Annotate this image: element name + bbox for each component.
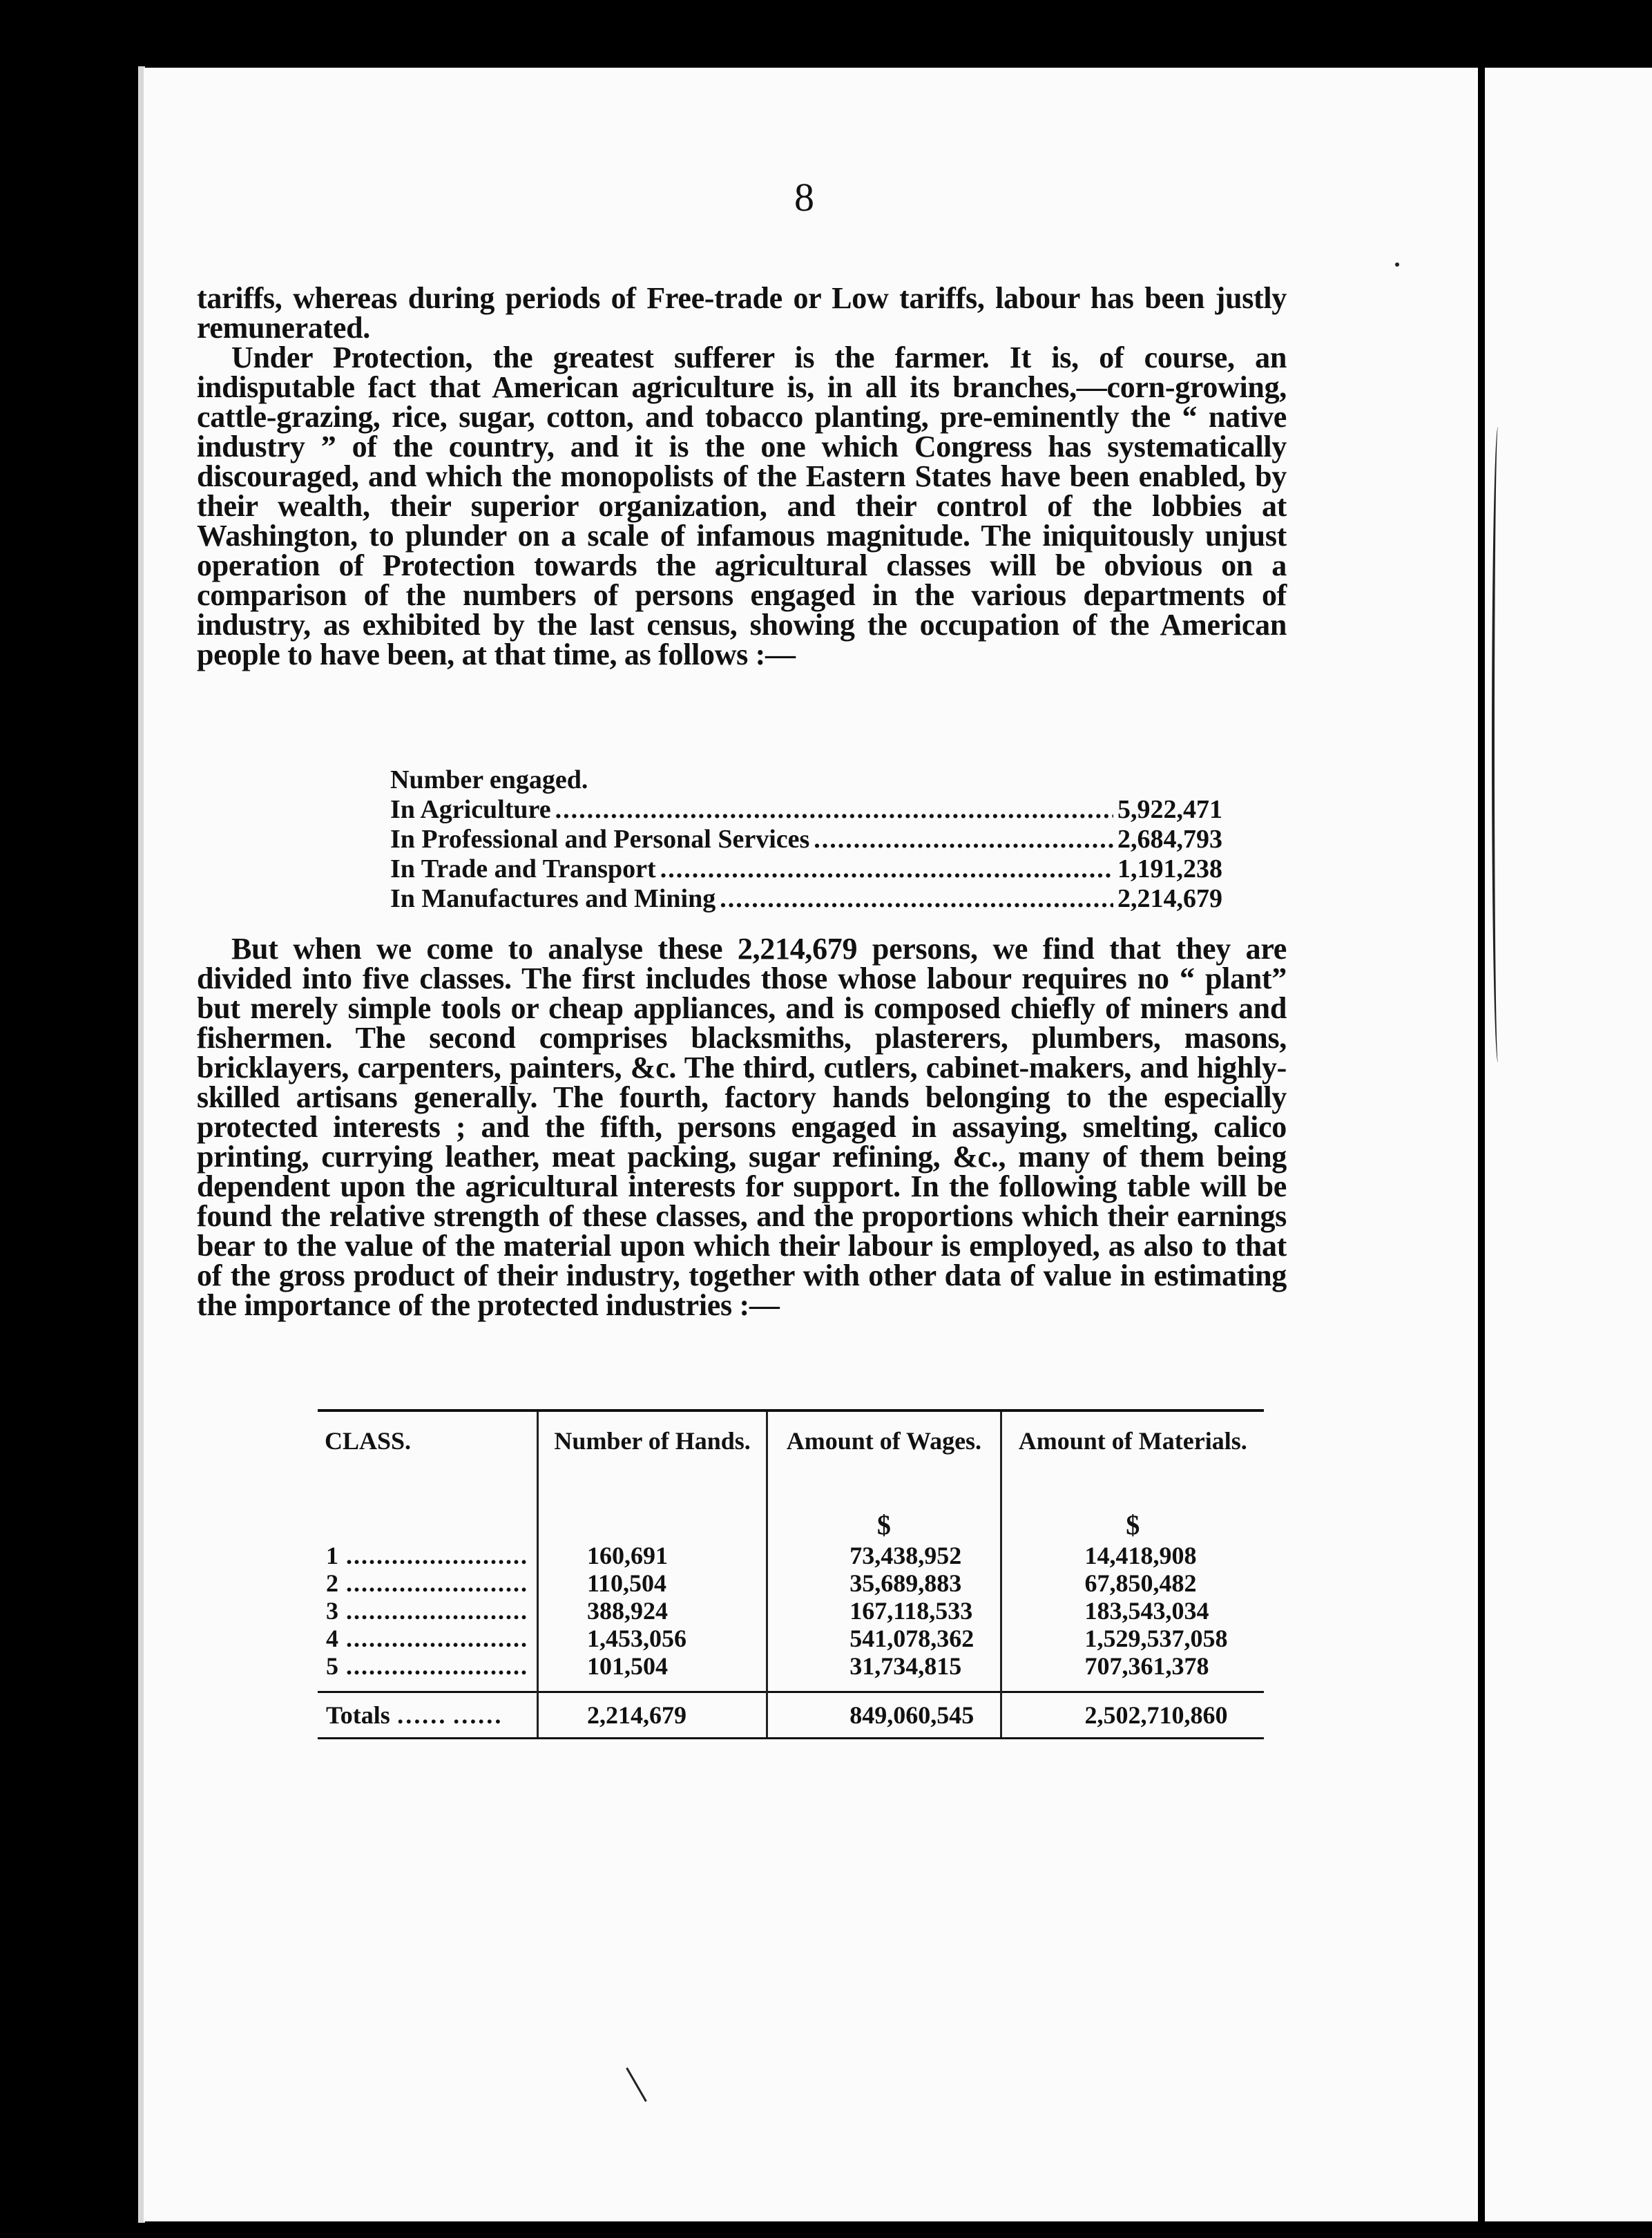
totals-wages: 849,060,545 xyxy=(767,1692,1001,1739)
hands-cell: 110,504 xyxy=(538,1569,767,1597)
paragraph-classes: But when we come to analyse these 2,214,679 persons, we find that they are divided into five classes. The first includes those whose labour requires no “ plant” but merely simple tools or cheap appliances, and is composed chiefly of miners and fishermen. The second comprises blacksmiths, plasterers, plumbers, masons, bricklayers, carpenters, painters, &c. The third, cutlers, cabinet-makers, and highly-skilled artisans generally. The fourth, factory hands belonging to the especially protected interests ; and the fifth, persons engaged in assaying, smelting, calico printing, currying leather, meat packing, sugar refining, &c., many of them being dependent upon the agricultural interests for support. In the following table will be found the relative strength of these classes, and the proportions which their earnings bear to the value of the material upon which their labour is employed, as also to that of the gross product of their industry, together with other data of value in estimating the importance of the protected industries :— xyxy=(197,932,1287,1322)
class-cell xyxy=(318,1625,538,1652)
hands-cell: 101,504 xyxy=(538,1652,767,1680)
totals-label-cell: Totals …… …… xyxy=(318,1692,538,1739)
leader-dots xyxy=(338,1542,528,1569)
occupation-value: 2,684,793 xyxy=(1117,825,1222,854)
class-number: 1 xyxy=(326,1542,338,1569)
occupation-row xyxy=(390,854,1222,884)
materials-cell: 1,529,537,058 xyxy=(1001,1625,1264,1652)
adjacent-page-edge xyxy=(1485,68,1652,2221)
hands-cell: 160,691 xyxy=(538,1542,767,1569)
materials-cell: 707,361,378 xyxy=(1001,1652,1264,1680)
class-number: 5 xyxy=(326,1652,338,1680)
table-row xyxy=(318,1597,1264,1625)
page-number: 8 xyxy=(794,175,814,220)
occupation-label: In Agriculture xyxy=(390,795,551,824)
header-class: CLASS. xyxy=(325,1427,412,1455)
occupation-row xyxy=(390,795,1222,825)
protected-industries-table xyxy=(318,1409,1264,1739)
header-wages: Amount of Wages. xyxy=(767,1412,1001,1480)
occupation-list xyxy=(390,765,1222,914)
leader-dots xyxy=(338,1597,528,1625)
hands-cell: 1,453,056 xyxy=(538,1625,767,1652)
occupation-heading: Number engaged. xyxy=(390,765,588,794)
header-hands: Number of Hands. xyxy=(538,1412,767,1480)
class-number: 2 xyxy=(326,1569,338,1597)
occupation-row xyxy=(390,884,1222,914)
paragraph-protection: Under Protection, the greatest sufferer is the farmer. It is, of course, an indisputable fact that American agriculture is, in all its branches,—corn-growing, cattle-grazing, rice, sugar, cotton, and tobacco planting, pre-eminently the “ native industry ” of the country, and it is the one which Congress has systematically discouraged, and which the monopolists of the Eastern States have been enabled, by their wealth, their superior organization, and their control of the lobbies at Washington, to plunder on a scale of infamous magnitude. The iniquitously unjust operation of Protection towards the agricultural classes will be obvious on a comparison of the numbers of persons engaged in the various departments of industry, as exhibited by the last census, showing the occupation of the American people to have been, at that time, as follows :— xyxy=(197,341,1287,671)
leader-dots xyxy=(814,825,1113,854)
wages-cell: 35,689,883 xyxy=(767,1569,1001,1597)
wages-cell: 541,078,362 xyxy=(767,1625,1001,1652)
occupation-label: In Manufactures and Mining xyxy=(390,884,716,913)
totals-row xyxy=(318,1692,1264,1739)
paragraph-continuation: tariffs, whereas during periods of Free-trade or Low tariffs, labour has been justly remunerated. xyxy=(197,281,1287,345)
speck-mark xyxy=(1395,262,1399,267)
table-row xyxy=(318,1542,1264,1569)
occupation-value: 2,214,679 xyxy=(1117,884,1222,913)
leader-dots xyxy=(660,854,1113,884)
page-curl-mark xyxy=(1492,427,1504,1062)
totals-hands: 2,214,679 xyxy=(538,1692,767,1739)
totals-label: Totals xyxy=(326,1701,390,1729)
wages-cell: 73,438,952 xyxy=(767,1542,1001,1569)
currency-row xyxy=(318,1480,1264,1542)
leader-dots xyxy=(555,795,1113,825)
class-cell xyxy=(318,1542,538,1569)
currency-symbol-wages: $ xyxy=(767,1480,1001,1542)
occupation-value: 5,922,471 xyxy=(1117,795,1222,824)
wages-cell: 31,734,815 xyxy=(767,1652,1001,1680)
occupation-value: 1,191,238 xyxy=(1117,854,1222,883)
class-number: 3 xyxy=(326,1597,338,1625)
occupation-row xyxy=(390,825,1222,854)
class-number: 4 xyxy=(326,1625,338,1652)
class-cell xyxy=(318,1652,538,1680)
materials-cell: 67,850,482 xyxy=(1001,1569,1264,1597)
currency-symbol-materials: $ xyxy=(1001,1480,1264,1542)
class-cell xyxy=(318,1597,538,1625)
materials-cell: 183,543,034 xyxy=(1001,1597,1264,1625)
leader-dots xyxy=(338,1625,528,1652)
leader-dots xyxy=(338,1652,528,1680)
occupation-label: In Trade and Transport xyxy=(390,854,656,883)
header-materials: Amount of Materials. xyxy=(1001,1412,1264,1480)
table-row xyxy=(318,1625,1264,1652)
totals-materials: 2,502,710,860 xyxy=(1001,1692,1264,1739)
table-header-row xyxy=(318,1412,1264,1480)
leader-dots xyxy=(720,884,1113,914)
body-text-classes xyxy=(197,934,1287,1320)
occupation-label: In Professional and Personal Services xyxy=(390,825,810,854)
table-row xyxy=(318,1652,1264,1680)
hands-cell: 388,924 xyxy=(538,1597,767,1625)
class-cell xyxy=(318,1569,538,1597)
table-row xyxy=(318,1569,1264,1597)
wages-cell: 167,118,533 xyxy=(767,1597,1001,1625)
materials-cell: 14,418,908 xyxy=(1001,1542,1264,1569)
body-text xyxy=(197,283,1287,669)
leader-dots xyxy=(338,1569,528,1597)
